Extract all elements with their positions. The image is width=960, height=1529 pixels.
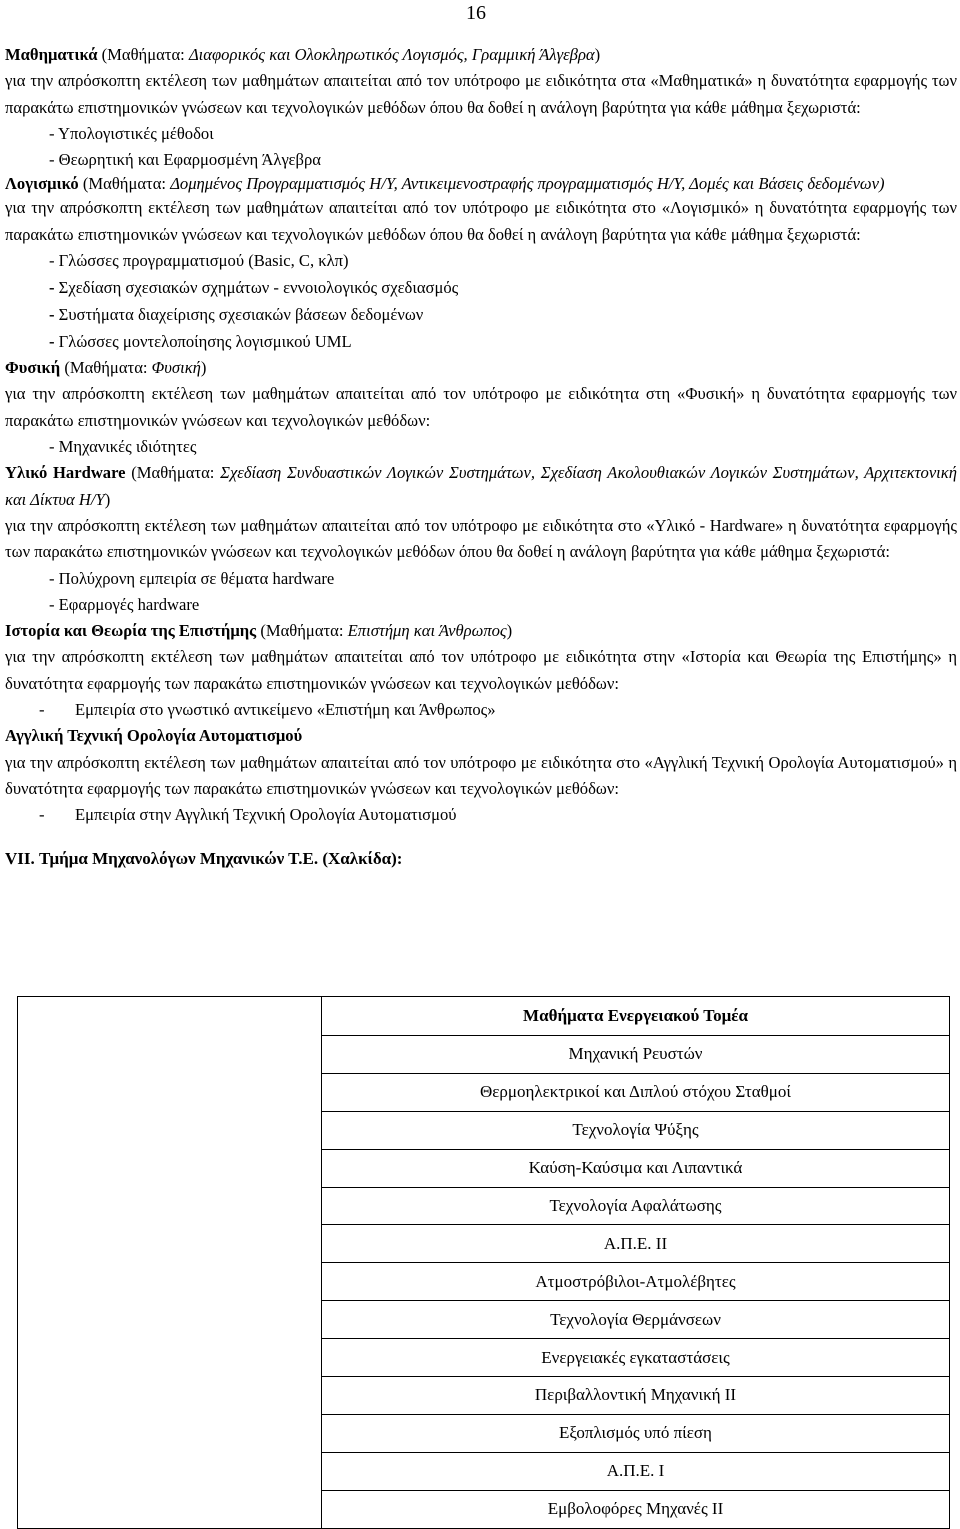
course-cell: Τεχνολογία Ψύξης xyxy=(322,1111,950,1149)
course-cell: Περιβαλλοντική Μηχανική ΙΙ xyxy=(322,1377,950,1415)
table-header-row xyxy=(18,997,950,1036)
hardware-body: για την απρόσκοπτη εκτέλεση των μαθημάτων απαιτείται από τον υπότροφο με ειδικότητα στο «Υλικό - Hardware» η δυνατότητα εφαρμογής των παρακάτω επιστημονικών γνώσεων και τεχνολογικών μεθόδων όπου θα δοθεί η ανάλογη βαρύτητα για κάθε μάθημα ξεχωριστά: xyxy=(5,516,957,562)
physics-courses: Φυσική xyxy=(151,358,201,378)
math-open: (Μαθήματα: xyxy=(97,45,189,64)
terminology-item-1 xyxy=(5,802,957,828)
section-vii-title: VII. Τμήμα Μηχανολόγων Μηχανικών Τ.Ε. (Χαλκίδα): xyxy=(5,849,403,869)
software-heading xyxy=(5,173,957,195)
course-cell: Μηχανική Ρευστών xyxy=(322,1036,950,1074)
hardware-courses: Σχεδίαση Συνδυαστικών Λογικών Συστημάτων, Σχεδίαση Ακολουθιακών Λογικών Συστημάτων, Αρχιτεκτονική και Δίκτυα Η/Υ xyxy=(5,463,957,509)
table-header-cell: Μαθήματα Ενεργειακού Τομέα xyxy=(322,997,950,1036)
software-item-3-text: Συστήματα διαχείρισης σχεσιακών βάσεων δεδομένων xyxy=(54,305,424,325)
terminology-body: για την απρόσκοπτη εκτέλεση των μαθημάτων απαιτείται από τον υπότροφο με ειδικότητα στο «Αγγλική Τεχνική Ορολογία Αυτοματισμού» η δυνατότητα εφαρμογής των παρακάτω επιστημονικών γνώσεων και τεχνολογικών μεθόδων: xyxy=(5,752,957,798)
course-cell: Ατμοστρόβιλοι-Ατμολέβητες xyxy=(322,1263,950,1301)
software-item-2-text: Σχεδίαση σχεσιακών σχημάτων - εννοιολογικός σχεδιασμός xyxy=(54,278,459,298)
physics-heading xyxy=(5,355,957,381)
physics-open: (Μαθήματα: xyxy=(60,358,152,378)
history-heading xyxy=(5,618,957,644)
energy-courses-table xyxy=(17,996,950,1529)
math-title: Μαθηματικά xyxy=(5,45,98,64)
history-item-1 xyxy=(5,697,957,723)
history-item-1-dash: - xyxy=(39,700,45,720)
history-item-1-text: Εμπειρία στο γνωστικό αντικείμενο «Επιστήμη και Άνθρωπος» xyxy=(75,700,496,720)
physics-body: για την απρόσκοπτη εκτέλεση των μαθημάτων απαιτείται από τον υπότροφο με ειδικότητα στη «Φυσική» η δυνατότητα εφαρμογής των παρακάτω επιστημονικών γνώσεων και τεχνολογικών μεθόδων: xyxy=(5,384,957,430)
hardware-item-1: - Πολύχρονη εμπειρία σε θέματα hardware xyxy=(49,568,335,588)
math-courses: Διαφορικός και Ολοκληρωτικός Λογισμός, Γραμμική Άλγεβρα xyxy=(188,45,595,64)
terminology-item-1-text: Εμπειρία στην Αγγλική Τεχνική Ορολογία Αυτοματισμού xyxy=(75,805,457,825)
software-item-4-dash: - xyxy=(49,332,55,352)
course-cell: Τεχνολογία Αφαλάτωσης xyxy=(322,1187,950,1225)
hardware-open: (Μαθήματα: xyxy=(125,463,221,483)
table-spacer-cell xyxy=(18,997,322,1529)
software-item-3 xyxy=(5,302,957,328)
software-item-4-text: Γλώσσες μοντελοποίησης λογισμικού UML xyxy=(54,332,352,352)
course-cell: Α.Π.Ε. Ι xyxy=(322,1452,950,1490)
terminology-heading xyxy=(5,723,957,749)
math-body: για την απρόσκοπτη εκτέλεση των μαθημάτων απαιτείται από τον υπότροφο με ειδικότητα στα «Μαθηματικά» η δυνατότητα εφαρμογής των παρακάτω επιστημονικών γνώσεων και τεχνολογικών μεθόδων όπου θα δοθεί η ανάλογη βαρύτητα για κάθε μάθημα ξεχωριστά: xyxy=(5,71,957,117)
history-courses: Επιστήμη και Άνθρωπος xyxy=(347,620,507,640)
physics-item-1: - Μηχανικές ιδιότητες xyxy=(49,437,197,457)
terminology-item-1-dash: - xyxy=(39,805,45,825)
software-item-1: - Γλώσσες προγραμματισμού (Basic, C, κλπ) xyxy=(49,251,349,271)
software-body: για την απρόσκοπτη εκτέλεση των μαθημάτων απαιτείται από τον υπότροφο με ειδικότητα στο «Λογισμικό» η δυνατότητα εφαρμογής των παρακάτω επιστημονικών γνώσεων και τεχνολογικών μεθόδων όπου θα δοθεί η ανάλογη βαρύτητα για κάθε μάθημα ξεχωριστά: xyxy=(5,198,957,244)
course-cell: Ενεργειακές εγκαταστάσεις xyxy=(322,1339,950,1377)
math-item-2: - Θεωρητική και Εφαρμοσμένη Άλγεβρα xyxy=(49,150,321,170)
software-item-4 xyxy=(5,329,957,355)
software-item-3-dash: - xyxy=(49,305,55,325)
history-close: ) xyxy=(506,620,513,640)
software-open: (Μαθήματα: xyxy=(78,174,171,194)
course-cell: Καύση-Καύσιμα και Λιπαντικά xyxy=(322,1149,950,1187)
math-heading xyxy=(5,42,957,68)
history-open: (Μαθήματα: xyxy=(256,620,348,640)
math-close: ) xyxy=(594,45,601,64)
hardware-close: ) xyxy=(104,489,111,509)
math-item-1: - Υπολογιστικές μέθοδοι xyxy=(49,124,214,144)
software-item-2-dash: - xyxy=(49,278,55,298)
software-item-2 xyxy=(5,275,957,301)
document-body xyxy=(5,42,957,889)
history-title: Ιστορία και Θεωρία της Επιστήμης xyxy=(5,620,257,640)
physics-title: Φυσική xyxy=(5,358,61,378)
page-number: 16 xyxy=(466,2,486,24)
software-courses: Δομημένος Προγραμματισμός Η/Υ, Αντικειμενοστραφής προγραμματισμός Η/Υ, Δομές και Βάσεις δεδομένων) xyxy=(170,174,885,194)
hardware-title: Υλικό Hardware xyxy=(5,463,126,483)
course-cell: Τεχνολογία Θερμάνσεων xyxy=(322,1301,950,1339)
history-body: για την απρόσκοπτη εκτέλεση των μαθημάτων απαιτείται από τον υπότροφο με ειδικότητα στην «Ιστορία και Θεωρία της Επιστήμης» η δυνατότητα εφαρμογής των παρακάτω επιστημονικών γνώσεων και τεχνολογικών μεθόδων: xyxy=(5,647,957,693)
physics-close: ) xyxy=(200,358,207,378)
course-cell: Εμβολοφόρες Μηχανές ΙΙ xyxy=(322,1490,950,1528)
terminology-title: Αγγλική Τεχνική Ορολογία Αυτοματισμού xyxy=(5,726,303,746)
course-cell: Εξοπλισμός υπό πίεση xyxy=(322,1414,950,1452)
hardware-heading xyxy=(5,460,957,513)
hardware-item-2: - Εφαρμογές hardware xyxy=(49,594,200,614)
course-cell: Α.Π.Ε. ΙΙ xyxy=(322,1225,950,1263)
course-cell: Θερμοηλεκτρικοί και Διπλού στόχου Σταθμοί xyxy=(322,1073,950,1111)
software-title: Λογισμικό xyxy=(5,174,79,194)
